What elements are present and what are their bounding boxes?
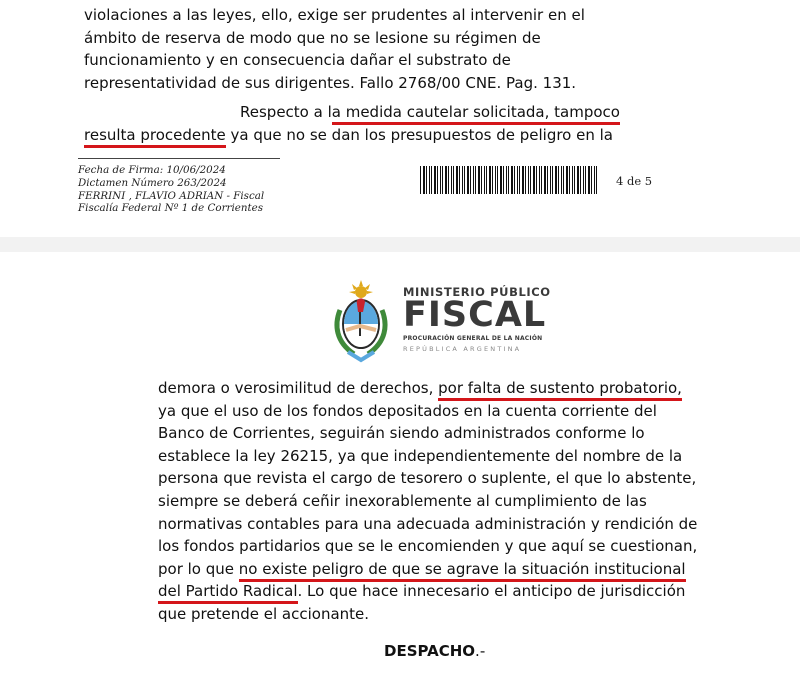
signature-date: Fecha de Firma: 10/06/2024: [78, 164, 226, 176]
logo-text: [403, 285, 551, 353]
signature-block: [78, 152, 264, 215]
document-page-5: [0, 252, 800, 689]
text-line: siempre se deberá ceñir inexorablemente al cumplimiento de las: [158, 491, 647, 510]
text-line: que pretende el accionante.: [158, 604, 370, 623]
ministerio-publico-fiscal-logo: [330, 280, 560, 364]
page-number: 4 de 5: [616, 174, 653, 188]
text-line: resulta procedente ya que no se dan los presupuestos de peligro en la: [84, 124, 620, 147]
text-line: por lo que no existe peligro de que se agrave la situación institucional: [158, 558, 697, 581]
barcode: [420, 166, 598, 194]
signature-signer: FERRINI , FLAVIO ADRIAN - Fiscal: [78, 189, 265, 202]
highlight-medida-cautelar: a medida cautelar solicitada, tampoco: [332, 103, 620, 125]
logo-subtitle: PROCURACIÓN GENERAL DE LA NACIÓN: [403, 335, 543, 342]
text-line: los fondos partidarios que se le encomienden y que aquí se cuestionan,: [158, 537, 698, 556]
text-line: establece la ley 26215, ya que independientemente del nombre de la: [158, 446, 683, 465]
logo-country: REPÚBLICA ARGENTINA: [403, 345, 522, 353]
text-line: persona que revista el cargo de tesorero o suplente, el que lo abstente,: [158, 469, 697, 488]
signature-dictamen: Dictamen Número 263/2024: [78, 176, 227, 189]
text-line: normativas contables para una adecuada administración y rendición de: [158, 514, 698, 533]
signature-office: Fiscalía Federal Nº 1 de Corrientes: [78, 202, 263, 215]
page4-body-text: [84, 4, 585, 94]
text-line: ya que el uso de los fondos depositados en la cuenta corriente del: [158, 401, 657, 420]
logo-title-small: MINISTERIO PÚBLICO: [403, 285, 551, 299]
text-line: ámbito de reserva de modo que no se lesione su régimen de: [84, 28, 541, 47]
text-line: del Partido Radical. Lo que hace innecesario el anticipo de jurisdicción: [158, 580, 697, 603]
highlight-no-existe-peligro: no existe peligro de que se agrave la situación institucional: [239, 560, 686, 582]
text-line: funcionamiento y en consecuencia dañar el substrato de: [84, 51, 511, 70]
despacho-heading: DESPACHO.-: [384, 642, 486, 660]
document-page-4: [0, 0, 800, 237]
page5-body-text: [158, 377, 697, 626]
page4-paragraph: [84, 101, 620, 146]
highlight-partido-radical: del Partido Radical: [158, 582, 298, 604]
coat-of-arms-icon: [330, 280, 392, 364]
logo-title-big: FISCAL: [403, 295, 547, 335]
text-line: violaciones a las leyes, ello, exige ser prudentes al intervenir en el: [84, 6, 585, 24]
highlight-resulta-procedente: resulta procedente: [84, 126, 226, 148]
highlight-falta-sustento: por falta de sustento probatorio,: [438, 379, 682, 401]
text-line: representatividad de sus dirigentes. Fallo 2768/00 CNE. Pag. 131.: [84, 73, 577, 92]
text-line: Banco de Corrientes, seguirán siendo administrados conforme lo: [158, 424, 645, 443]
text-line: demora o verosimilitud de derechos, por falta de sustento probatorio,: [158, 377, 697, 400]
text-line: Respecto a la medida cautelar solicitada, tampoco: [84, 101, 620, 124]
